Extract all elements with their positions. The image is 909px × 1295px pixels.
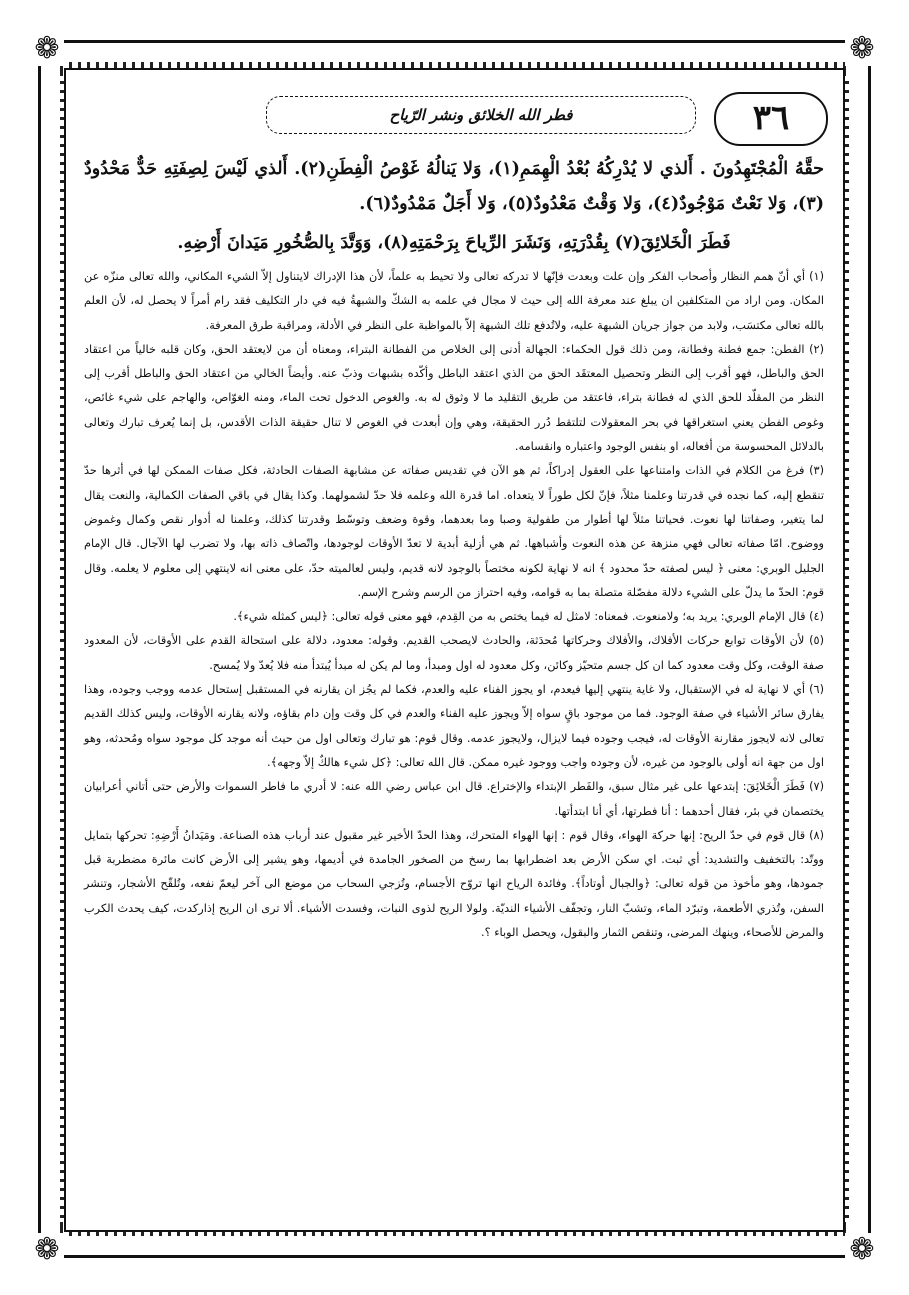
footnote: (٢) الفطن: جمع فطنة وفطانة، ومن ذلك قول الحكماء: الجهالة أدنى إلى الخلاص من الفطانة البتراء، ومعناه أن من لايعتقد الحق، وكان قلبه خالياً من اعتقاد الحق والباطل، فهو أقرب إلى النظر وتحصيل المعتقَد الحق من الذي اعتقد الباطل وأكّده بشبهات وذبّ عنه. وأيضاً الخالي من اعتقاد الحق والباطل أقرب إلى النظر من المقلّد للحق الذي له فطانة بتراء، فاعتقد من طريق التقليد ما لا وثوق له به. والغوص الدخول تحت الماء، ومنه الغوّاص، والهاجم على شيء غائص، وغوص الفطن يعني استغراقها في بحر المعقولات لتلتقط دُرر الحقيقة، وهي وإن أبعدت في الغوص لا تنال حقيقة الذات الأقدس، بل إنما يُعرف تبارك وتعالى بالدلائل المحسوسة من أفعاله، او بنفس الوجود واعتباره وانقسامه. <box>84 342 824 454</box>
footnote: (٥) لأن الأوقات توابع حركات الأفلاك، والأفلاك وحركاتها مُحدَثة، والحادث لايصحب القديم. وقوله: معدود، دلالة على استحالة القدم على الأوقات، لأن المعدود صفة الوقت، وكل وقت معدود كما ان كل جسم متحيّز وكائن، وكل معدود له اول ومبدأ، وما لم يكن له مبدأ يُبتدأ منه فلا يُعدّ ولا يُمسح. <box>84 634 824 672</box>
main-text-paragraph: فَطَرَ الْخَلائِقَ(٧) بِقُدْرَتِهِ، وَنَشَرَ الرِّياحَ بِرَحْمَتِهِ(٨)، وَوَتَّدَ بِالصُّخُورِ مَيَدانَ أَرْضِهِ. <box>177 233 731 253</box>
footnote: (١) أي أنّ همم النظار وأصحاب الفكر وإن علت وبعدت فإنّها لا تدركه تعالى ولا تحيط به علماً، لأن هذا الإدراك لايتناول إلاّ الشيء المكاني، والله تعالى منزّه عن المكان. ومن اراد من المتكلفين ان يبلغ عند معرفة الله إلى حيث لا مجال في علمه به الشكّ والشبهةُ فيه في دار التكليف فقد رام أمراً لا يحصل له، لأن العلم بالله تعالى مكتسَب، ولابد من جواز جريان الشبهة عليه، ولاتُدفع تلك الشبهة إلاّ بالمواظبة على النظر في الأدلة، ومراقبة طرق المعرفة. <box>84 270 824 332</box>
corner-ornament-icon: ❁ <box>845 32 879 66</box>
footnote: (٤) قال الإمام الوبري: يريد به؛ ولامنعوت. فمعناه: لامثل له فيما يختص به من القِدم، فهو معنى قوله تعالى: ﴿ليس كمثله شيء﴾. <box>233 610 824 624</box>
corner-ornament-icon: ❁ <box>30 1233 64 1267</box>
corner-ornament-icon: ❁ <box>30 32 64 66</box>
footnote: (٨) قال قوم في حدّ الريح: إنها حركة الهواء، وقال قوم : إنها الهواء المتحرك، وهذا الحدّ الأخير غير مقبول عند أرباب هذه الصناعة. ومَيَدانُ أَرْضِهِ: تحركها بتمايل ووتّد: بالتخفيف والتشديد: أي ثبت. اي سكن الأرض بعد اضطرابها بما رسخ من الصخور الجامدة في أديمها، وهو يشير إلى الأرض كانت مائرة مضطربة قبل جمودها، وهو مأخوذ من قوله تعالى: ﴿والجبال أوتاداً﴾. وفائدة الرياح انها تروّح الأجسام، وتُزجي السحاب من موضع الى آخر ليعمّ نفعه، وتُلقّح الأشجار، وتنشر السفن، وتُذري الأطعمة، وتبرّد الماء، وتشبّ النار، وتجفّف الأشياء النديّة. ولولا الريح لذوى النبات، وفسدت الأشياء. ألا ترى ان الريح إذاركدت، كيف يحدث الكرب والمرض للأصحاء، وينهك المرضى، وتنقص الثمار والبقول، ويحصل الوباء ؟. <box>84 828 824 940</box>
page-content <box>84 90 824 1220</box>
main-text-paragraph: حقَّهُ الْمُجْتَهِدُونَ . أَلذي لا يُدْرِكُهُ بُعْدُ الْهِمَمِ(١)، وَلا يَنالُهُ غَوْصُ الْفِطَنِ(٢). أَلذي لَيْسَ لِصِفَتِهِ حَدٌّ مَحْدُودٌ (٣)، وَلا نَعْتٌ مَوْجُودٌ(٤)، وَلا وَقْتٌ مَعْدُودٌ(٥)، وَلا أَجَلٌ مَمْدُودٌ(٦). <box>84 159 824 214</box>
footnote: (٣) فرغ من الكلام في الذات وامتناعها على العقول إدراكاً، ثم هو الآن في تقديس صفاته عن مشابهة الصفات الحادثة، فكل صفات الممكن لها في أثرها حدّ تنقطع إليه، كما نجده في قدرتنا وعلمنا مثلاً، فإنّ لكل طوراً لا يتعداه. اما قدرة الله وعلمه فلا حدّ لشمولهما. وكذا يقال في باقي الصفات الكمالية، والنعت يقال لما يتغير، وصفاتنا لها نعوت. فحياتنا مثلاً لها أطوار من طفولية وصبا وما بعدهما، وقوة وضعف وتوسّط وقدرتنا كذلك، وعلمنا له أدوار نقص وكمال وغموض ووضوح. امّا صفاته تعالى فهي منزهة عن هذه النعوت وأشباهها. ثم هي أزلية أبدية لا تعدّ الأوقات لوجودها، واتّصاف ذاته بها، ولا تضرب لها الآجال. قال الإمام الجليل الوبري: معنى ﴿ ليس لصفته حدّ محدود ﴾ انه لا نهاية لكونه مختصاً بالوجود لانه قديم، وليس لعالميته حدّ، على معنى انه لاينتهي إلى معلوم لا يعلمه. وقال قوم: الحدّ ما يدلّ على الشيء دلالة مفصّلة متصلة بما به قوامه، وفيه احتراز من الرسم وشرح الإسم. <box>84 464 824 599</box>
corner-ornament-icon: ❁ <box>845 1233 879 1267</box>
footnotes <box>84 265 824 945</box>
chapter-title: فطر الله الخلائق ونشر الرّياح <box>266 96 696 134</box>
footnote: (٧) فَطَرَ الْخَلائِقَ: إبتدعها على غير مثال سبق، والفَطر الإبتداء والإختراع. قال ابن عباس رضي الله عنه: لا أدري ما فاطر السموات والأرض حتى أتاني أعرابيان يختصمان في بئر، فقال أحدهما : أنا فطرتها، أي أنا ابتدأتها. <box>84 780 824 818</box>
footnote: (٦) أي لا نهاية له في الإستقبال، ولا غاية ينتهي إليها فيعدم، او يجوز الفناء عليه والعدم، فكما لم يجُز ان يقارنه في المستقبل إستحال عدمه ووجب وجوده، وهذا يفارق سائر الأشياء في صفة الوجود. فما من موجود باقٍ سواه إلاّ ويجوز عليه الفناء والعدم في كل وقت وإن دام بقاؤه، ولانه يقارنه الأوقات، وليس كذلك القديم تعالى لانه لايجوز مقارنة الأوقات له، فيجب وجوده فيما لايزال، ولايجوز عدمه. وقال قوم: هو تبارك وتعالى اول من حيث أنه موجد كل موجود سواه ومُحدثه، وهو اول من جهة انه أولى بالوجود من غيره، لأن وجوده واجب ووجود غيره ممكن. قال الله تعالى: ﴿كل شيء هالكٌ إلاّ وجهه﴾. <box>84 683 824 769</box>
page-header <box>84 90 824 152</box>
page-number: ٣٦ <box>714 92 828 146</box>
